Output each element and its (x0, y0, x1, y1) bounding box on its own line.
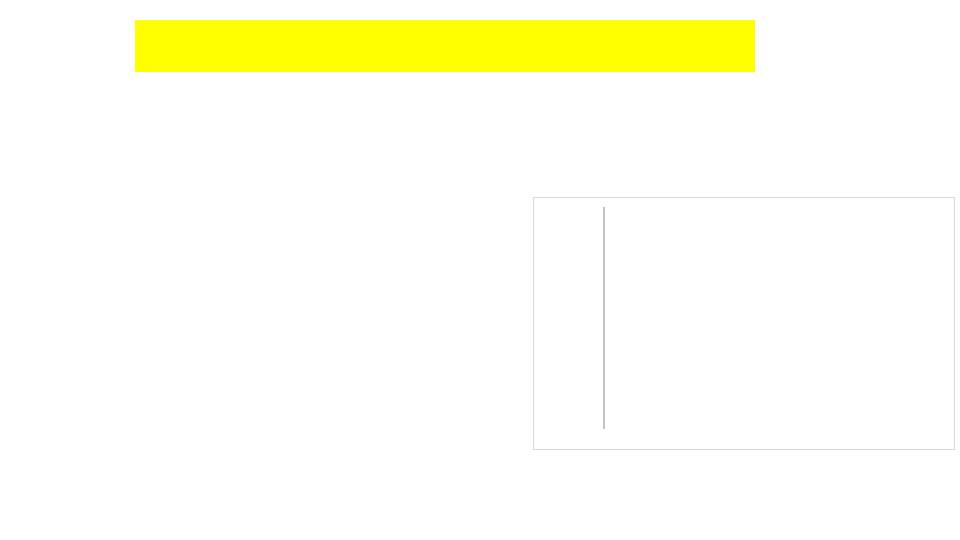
title-highlight (135, 20, 755, 72)
growth-bar-chart (533, 197, 955, 450)
chart-frame (534, 198, 955, 450)
